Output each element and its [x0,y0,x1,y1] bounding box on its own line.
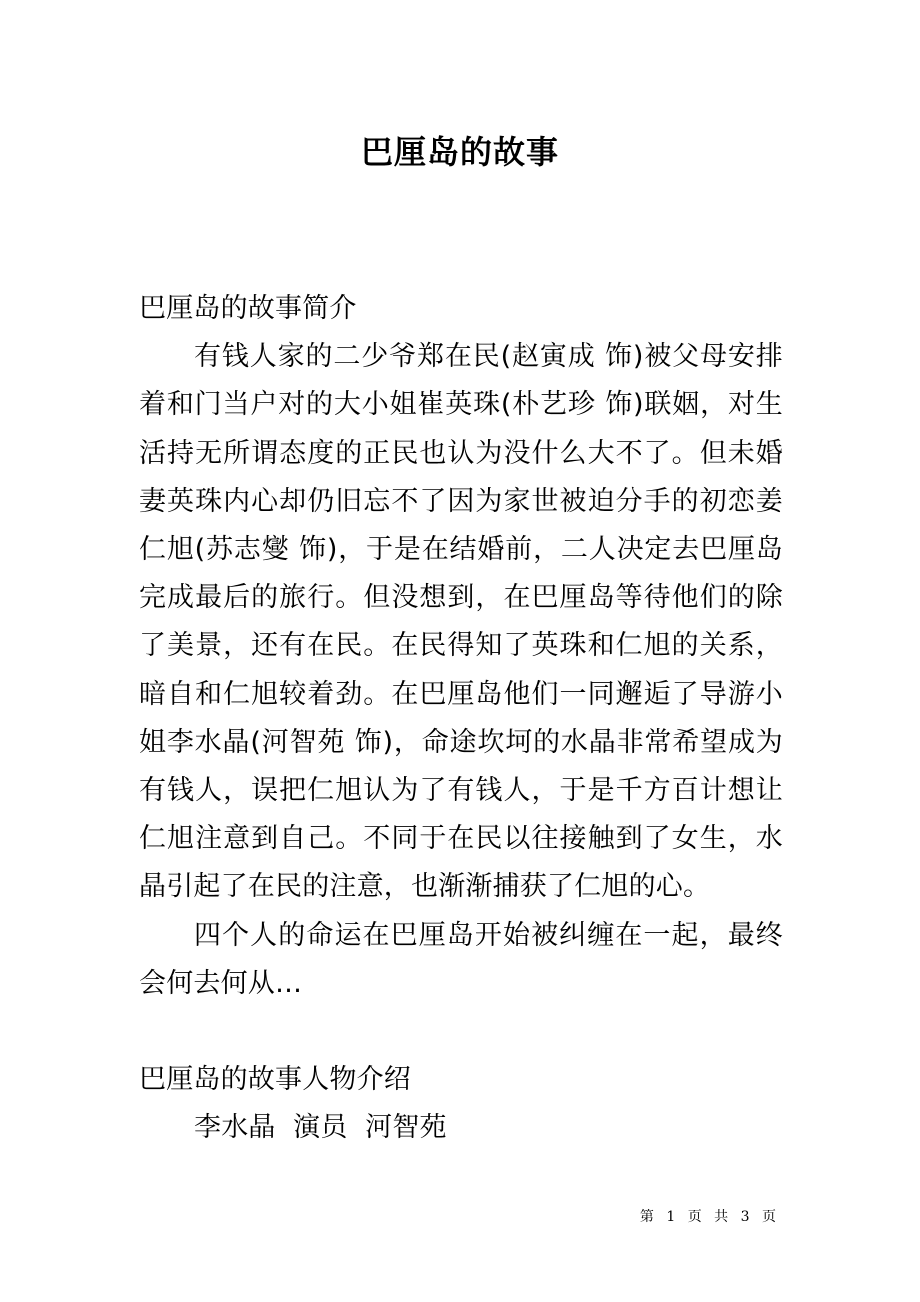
synopsis-paragraph: 四个人的命运在巴厘岛开始被纠缠在一起，最终会何去何从… [139,919,783,999]
section-heading-synopsis: 巴厘岛的故事简介 [139,293,357,324]
section-heading-characters: 巴厘岛的故事人物介绍 [139,1064,411,1096]
document-title: 巴厘岛的故事 [360,133,559,171]
page-number-footer: 第 1 页 共 3 页 [639,1209,780,1225]
document-body [139,285,783,1152]
character-entry: 李水晶 演员 河智苑 [194,1112,447,1144]
synopsis-paragraph: 有钱人家的二少爷郑在民(赵寅成 饰)被父母安排着和门当户对的大小姐崔英珠(朴艺珍 饰)联姻，对生活持无所谓态度的正民也认为没什么大不了。但未婚妻英珠内心却仍旧忘不了因为家世被迫分手的初恋姜仁旭(苏志燮 饰)，于是在结婚前，二人决定去巴厘岛完成最后的旅行。但没想到，在巴厘岛等待他们的除了美景，还有在民。在民得知了英珠和仁旭的关系，暗自和仁旭较着劲。在巴厘岛他们一同邂逅了导游小姐李水晶(河智苑 饰)，命途坎坷的水晶非常希望成为有钱人，误把仁旭认为了有钱人，于是千方百计想让仁旭注意到自己。不同于在民以往接触到了女生，水晶引起了在民的注意，也渐渐捕获了仁旭的心。 [139,341,783,903]
section-spacer [139,1008,783,1056]
